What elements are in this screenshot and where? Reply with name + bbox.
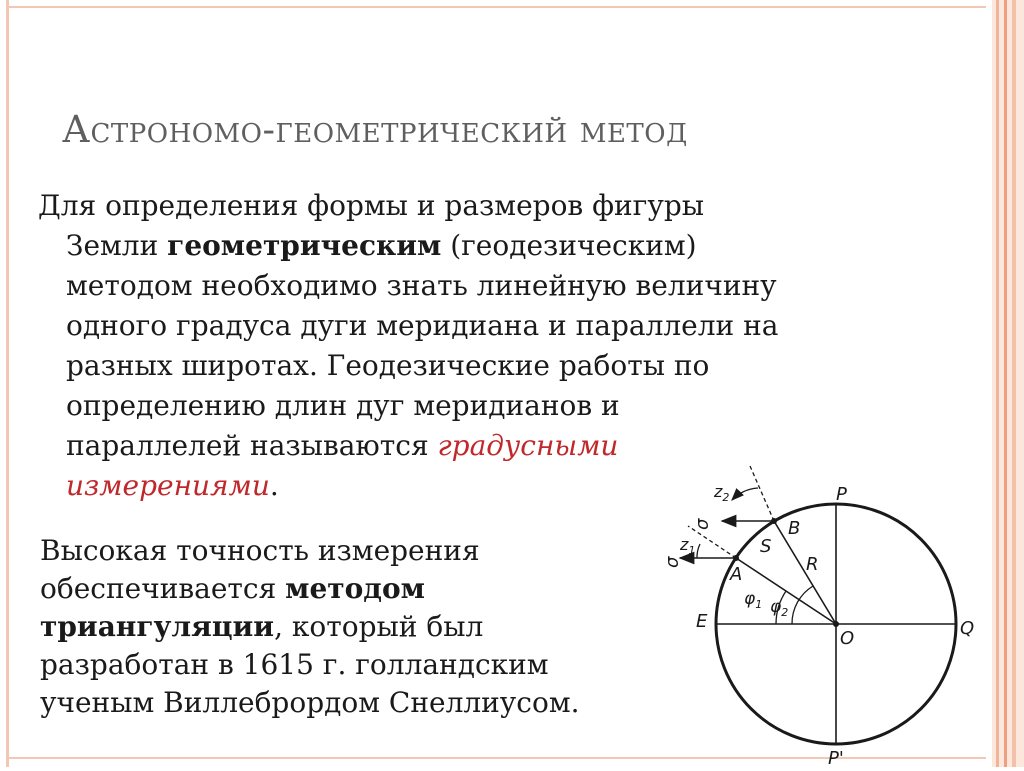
bold-term-triangulation: триангуляции [40, 610, 275, 643]
label-a: A [730, 564, 743, 585]
bold-term-geometric: геометрическим [167, 229, 442, 262]
label-e: E [696, 611, 708, 632]
text-line: измерениями. [66, 469, 279, 502]
text-line: методом необходимо знать линейную величину [66, 269, 777, 302]
text-line: одного градуса дуги меридиана и параллели на [66, 309, 779, 342]
label-q: Q [960, 618, 975, 639]
text-line: обеспечивается методом [40, 572, 425, 605]
highlight-term-degree: градусными [437, 429, 619, 462]
text-line: Высокая точность измерения [40, 534, 480, 567]
earth-meridian-diagram [660, 452, 990, 767]
label-z1: $z_1$ [680, 535, 696, 557]
bold-term-method: методом [285, 572, 425, 605]
zenith-angle-arc-1 [697, 544, 700, 558]
label-s: S [760, 536, 772, 557]
slide-frame-left [6, 0, 9, 767]
label-r: R [806, 554, 819, 575]
slide-frame-top [6, 6, 986, 8]
text-line: разных широтах. Геодезические работы по [66, 349, 710, 382]
label-o: O [840, 628, 855, 649]
label-sigma-top: σ [692, 518, 713, 530]
label-b: B [788, 518, 801, 539]
zenith-angle-arc-2 [732, 488, 758, 500]
point-o [833, 621, 839, 627]
paragraph-triangulation [40, 532, 580, 722]
label-z2: $z_2$ [714, 482, 730, 504]
label-sigma-left: σ [662, 556, 683, 568]
text-line: Для определения формы и размеров фигуры [38, 189, 705, 222]
text-line: Земли геометрическим (геодезическим) [66, 229, 697, 262]
latitude-arc-2 [792, 586, 813, 624]
label-p: P [836, 484, 847, 505]
label-p-prime: P' [828, 748, 844, 767]
text-line: разработан в 1615 г. голландским [40, 648, 549, 681]
highlight-term-measurements: измерениями [66, 469, 270, 502]
diagram-svg [660, 452, 990, 767]
slide-title: Астрономо-геометрический метод [62, 108, 688, 151]
text-line: ученым Виллебрордом Снеллиусом. [40, 686, 580, 719]
decorative-stripes [992, 0, 1024, 767]
text-line: определению длин дуг меридианов и [66, 389, 620, 422]
text-line: параллелей называются градусными [66, 429, 619, 462]
label-phi2: $\varphi_2$ [770, 597, 789, 619]
zenith-line-b [750, 466, 774, 521]
point-a [733, 555, 739, 561]
point-b [771, 518, 777, 524]
label-phi1: $\varphi_1$ [744, 589, 763, 611]
text-line: триангуляции, который был [40, 610, 484, 643]
